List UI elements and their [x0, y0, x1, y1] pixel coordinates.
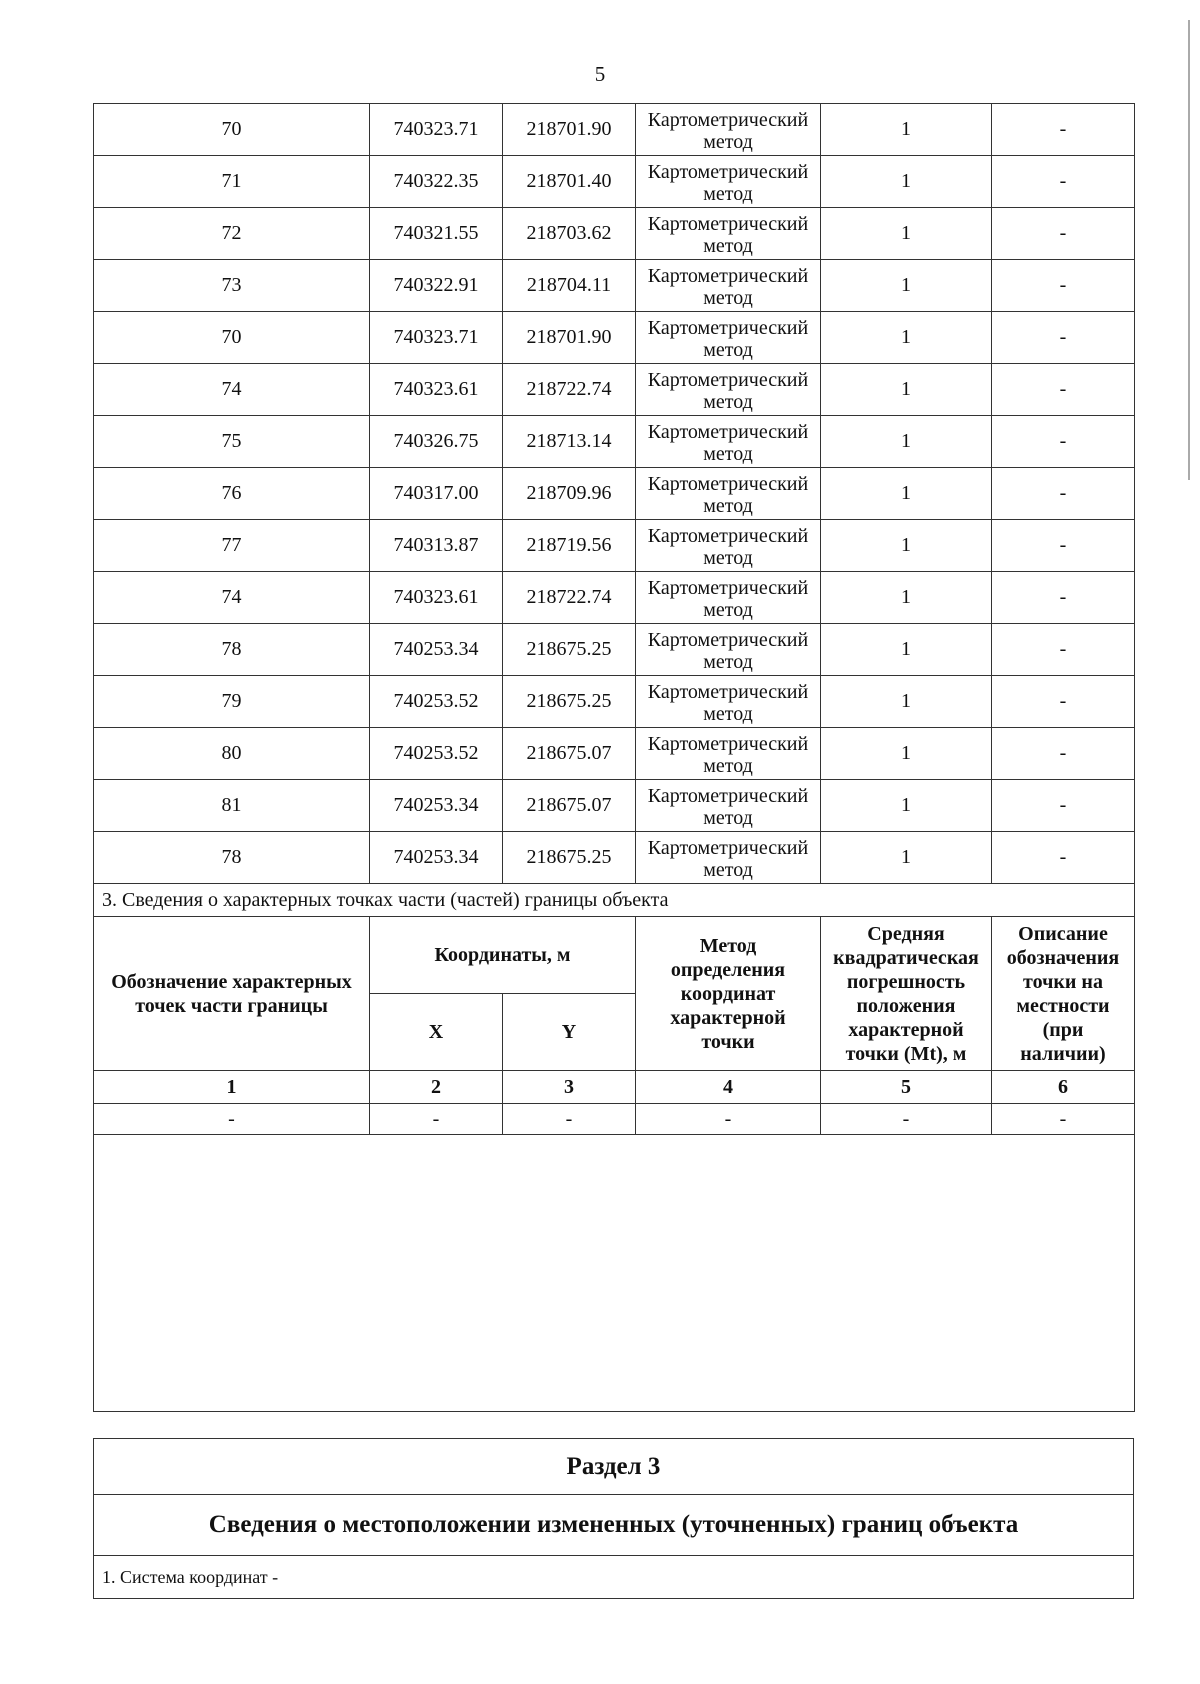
mt-cell: 1 [821, 832, 992, 884]
header-x: X [370, 994, 503, 1071]
desc-cell: - [992, 468, 1135, 520]
method-cell: Картометрический метод [636, 624, 821, 676]
table-row [94, 832, 1135, 884]
method-cell: Картометрический метод [636, 156, 821, 208]
y-cell: 218709.96 [503, 468, 636, 520]
point-cell: 78 [94, 624, 370, 676]
table-row [94, 260, 1135, 312]
table-row [94, 208, 1135, 260]
method-cell: Картометрический метод [636, 104, 821, 156]
empty-cell: - [821, 1104, 992, 1135]
desc-cell: - [992, 416, 1135, 468]
empty-cell: - [370, 1104, 503, 1135]
mt-cell: 1 [821, 780, 992, 832]
table-row [94, 780, 1135, 832]
col-number: 1 [94, 1071, 370, 1104]
point-cell: 78 [94, 832, 370, 884]
y-cell: 218713.14 [503, 416, 636, 468]
table-row [94, 520, 1135, 572]
y-cell: 218675.07 [503, 780, 636, 832]
mt-cell: 1 [821, 572, 992, 624]
mt-cell: 1 [821, 208, 992, 260]
method-cell: Картометрический метод [636, 572, 821, 624]
desc-cell: - [992, 104, 1135, 156]
method-cell: Картометрический метод [636, 520, 821, 572]
y-cell: 218675.07 [503, 728, 636, 780]
x-cell: 740323.61 [370, 572, 503, 624]
header-method: Метод определения координат характерной точки [636, 917, 821, 1071]
point-cell: 75 [94, 416, 370, 468]
mt-cell: 1 [821, 156, 992, 208]
empty-cell: - [503, 1104, 636, 1135]
point-cell: 71 [94, 156, 370, 208]
x-cell: 740253.52 [370, 728, 503, 780]
col-number: 6 [992, 1071, 1135, 1104]
empty-cell: - [636, 1104, 821, 1135]
table-row [94, 312, 1135, 364]
y-cell: 218722.74 [503, 572, 636, 624]
header-desc: Описание обозначения точки на местности (при наличии) [992, 917, 1135, 1071]
empty-cell: - [94, 1104, 370, 1135]
col-number: 4 [636, 1071, 821, 1104]
x-cell: 740313.87 [370, 520, 503, 572]
point-cell: 73 [94, 260, 370, 312]
desc-cell: - [992, 364, 1135, 416]
y-cell: 218701.40 [503, 156, 636, 208]
method-cell: Картометрический метод [636, 780, 821, 832]
col-number: 3 [503, 1071, 636, 1104]
y-cell: 218703.62 [503, 208, 636, 260]
x-cell: 740322.91 [370, 260, 503, 312]
x-cell: 740326.75 [370, 416, 503, 468]
desc-cell: - [992, 208, 1135, 260]
mt-cell: 1 [821, 312, 992, 364]
header-y: Y [503, 994, 636, 1071]
x-cell: 740323.71 [370, 312, 503, 364]
mt-cell: 1 [821, 728, 992, 780]
desc-cell: - [992, 780, 1135, 832]
y-cell: 218704.11 [503, 260, 636, 312]
mt-cell: 1 [821, 416, 992, 468]
coordinates-table [93, 103, 1135, 1412]
method-cell: Картометрический метод [636, 468, 821, 520]
point-cell: 74 [94, 572, 370, 624]
razdel3-table [93, 1438, 1134, 1599]
desc-cell: - [992, 624, 1135, 676]
point-cell: 77 [94, 520, 370, 572]
y-cell: 218722.74 [503, 364, 636, 416]
x-cell: 740323.61 [370, 364, 503, 416]
point-cell: 79 [94, 676, 370, 728]
point-cell: 81 [94, 780, 370, 832]
header-coords: Координаты, м [370, 917, 636, 994]
desc-cell: - [992, 260, 1135, 312]
coord-system: 1. Система координат - [94, 1556, 1134, 1599]
table-row [94, 468, 1135, 520]
page-number: 5 [594, 62, 606, 86]
table-row [94, 104, 1135, 156]
x-cell: 740253.52 [370, 676, 503, 728]
method-cell: Картометрический метод [636, 312, 821, 364]
desc-cell: - [992, 156, 1135, 208]
table-row [94, 156, 1135, 208]
x-cell: 740322.35 [370, 156, 503, 208]
point-cell: 74 [94, 364, 370, 416]
x-cell: 740253.34 [370, 832, 503, 884]
mt-cell: 1 [821, 624, 992, 676]
mt-cell: 1 [821, 104, 992, 156]
table-row [94, 364, 1135, 416]
point-cell: 70 [94, 104, 370, 156]
desc-cell: - [992, 520, 1135, 572]
x-cell: 740253.34 [370, 780, 503, 832]
col-number: 2 [370, 1071, 503, 1104]
method-cell: Картометрический метод [636, 208, 821, 260]
desc-cell: - [992, 832, 1135, 884]
y-cell: 218701.90 [503, 104, 636, 156]
x-cell: 740253.34 [370, 624, 503, 676]
y-cell: 218675.25 [503, 832, 636, 884]
mt-cell: 1 [821, 364, 992, 416]
y-cell: 218675.25 [503, 676, 636, 728]
mt-cell: 1 [821, 520, 992, 572]
method-cell: Картометрический метод [636, 260, 821, 312]
method-cell: Картометрический метод [636, 728, 821, 780]
empty-cell: - [992, 1104, 1135, 1135]
x-cell: 740321.55 [370, 208, 503, 260]
mt-cell: 1 [821, 468, 992, 520]
table-row [94, 624, 1135, 676]
y-cell: 218675.25 [503, 624, 636, 676]
table-row [94, 728, 1135, 780]
desc-cell: - [992, 572, 1135, 624]
method-cell: Картометрический метод [636, 416, 821, 468]
point-cell: 76 [94, 468, 370, 520]
method-cell: Картометрический метод [636, 676, 821, 728]
blank-area [94, 1135, 1135, 1412]
header-mt: Средняя квадратическая погрешность положения характерной точки (Mt), м [821, 917, 992, 1071]
x-cell: 740317.00 [370, 468, 503, 520]
point-cell: 80 [94, 728, 370, 780]
desc-cell: - [992, 728, 1135, 780]
col-number: 5 [821, 1071, 992, 1104]
table-row [94, 676, 1135, 728]
header-point: Обозначение характерных точек части границы [94, 917, 370, 1071]
x-cell: 740323.71 [370, 104, 503, 156]
razdel3-title: Раздел 3 [94, 1439, 1134, 1495]
section-title: 3. Сведения о характерных точках части (частей) границы объекта [94, 884, 1135, 917]
desc-cell: - [992, 676, 1135, 728]
razdel3-subtitle: Сведения о местоположении измененных (уточненных) границ объекта [94, 1495, 1134, 1556]
table-row [94, 572, 1135, 624]
point-cell: 72 [94, 208, 370, 260]
desc-cell: - [992, 312, 1135, 364]
mt-cell: 1 [821, 260, 992, 312]
mt-cell: 1 [821, 676, 992, 728]
method-cell: Картометрический метод [636, 364, 821, 416]
point-cell: 70 [94, 312, 370, 364]
y-cell: 218701.90 [503, 312, 636, 364]
scan-edge-mark [1188, 20, 1190, 480]
y-cell: 218719.56 [503, 520, 636, 572]
table-row [94, 416, 1135, 468]
method-cell: Картометрический метод [636, 832, 821, 884]
